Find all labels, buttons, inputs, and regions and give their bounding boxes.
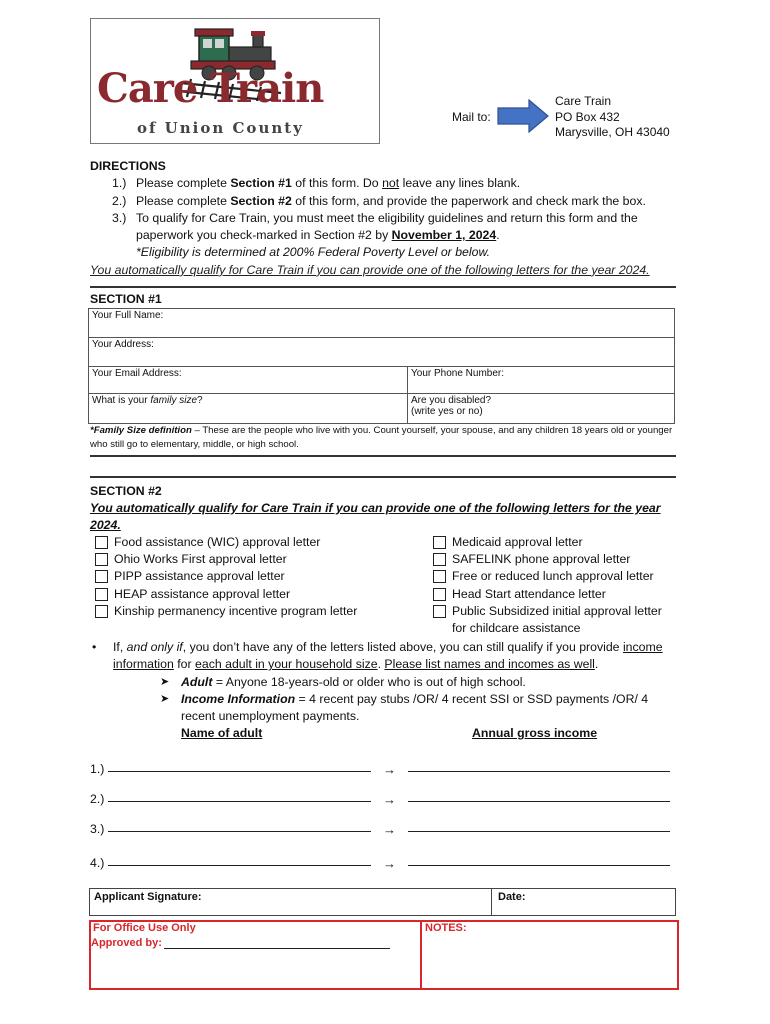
arrow-right-icon <box>497 99 549 133</box>
text: . <box>377 657 385 672</box>
checkbox[interactable] <box>433 536 446 549</box>
checkbox[interactable] <box>95 570 108 583</box>
arrow-right-icon: → <box>383 762 396 777</box>
text: , you don’t have any of the letters listed above, you can still qualify if you provide <box>182 640 623 654</box>
phone-field[interactable] <box>408 367 675 394</box>
sub-bullet-adult <box>90 674 680 691</box>
divider <box>491 888 492 916</box>
checkbox-label: Free or reduced lunch approval letter <box>452 569 654 584</box>
notes-label: NOTES: <box>425 922 467 934</box>
income-instructions <box>90 639 680 725</box>
checkbox-label: PIPP assistance approval letter <box>114 569 285 584</box>
directions <box>90 158 690 279</box>
income-line[interactable] <box>408 771 670 772</box>
term: Income Information <box>181 691 296 706</box>
applicant-signature-label: Applicant Signature: <box>94 891 202 903</box>
field-label: Your Email Address: <box>92 368 182 379</box>
text: Please complete <box>136 176 231 191</box>
checklist-item <box>95 586 357 603</box>
checkbox-label: Head Start attendance letter <box>452 586 606 601</box>
checkbox-label: Kinship permanency incentive program letter <box>114 603 358 618</box>
checkbox[interactable] <box>95 553 108 566</box>
adult-name-line[interactable] <box>108 865 371 866</box>
section-1-title: SECTION #1 <box>90 292 162 306</box>
checklist-item <box>433 603 678 637</box>
arrowhead-icon: ➤ <box>160 675 170 688</box>
field-label-emphasis: family size <box>150 395 198 406</box>
divider <box>90 286 676 288</box>
checklist-item <box>433 568 678 585</box>
address-line: Marysville, OH 43040 <box>555 125 670 139</box>
checkbox[interactable] <box>95 588 108 601</box>
section-ref: Section #1 <box>230 176 292 191</box>
arrow-right-icon: → <box>383 856 396 871</box>
section-1-form <box>88 308 675 424</box>
family-size-definition <box>90 424 675 452</box>
emphasis: Please list names and incomes as well <box>384 657 595 672</box>
divider <box>90 455 676 457</box>
checklist-item <box>433 534 678 551</box>
field-label: Your Address: <box>92 339 154 350</box>
address-line: PO Box 432 <box>555 109 620 124</box>
checkbox[interactable] <box>95 536 108 549</box>
checkbox-label: Public Subsidized initial approval letter for childcare assistance <box>452 603 662 636</box>
approved-by-line[interactable] <box>164 948 390 949</box>
checklist-item <box>433 551 678 568</box>
emphasis: each adult in your household size <box>195 657 378 672</box>
column-header-income: Annual gross income <box>472 726 598 740</box>
arrow-right-icon: → <box>383 792 396 807</box>
term: Adult <box>181 674 213 689</box>
checkbox-label: Medicaid approval letter <box>452 535 583 549</box>
auto-qualify-heading: You automatically qualify for Care Train if you can provide one of the following letters for the year 2024. <box>90 501 661 532</box>
text: of this form. Do <box>291 176 383 191</box>
definition-label: *Family Size definition <box>90 425 192 436</box>
eligibility-note: *Eligibility is determined at 200% Federal Poverty Level or below. <box>136 245 491 260</box>
definition-text: – These are the people who live with you. Count yourself, your spouse, and any children 18 years old or younger who still go to elementary, middle, or high school. <box>90 425 673 450</box>
column-header-name: Name of adult <box>181 726 263 740</box>
income-line[interactable] <box>408 831 670 832</box>
adult-name-line[interactable] <box>108 831 371 832</box>
text: If, <box>113 640 127 654</box>
item-number: 1.) <box>112 176 127 191</box>
date-label: Date: <box>498 891 526 903</box>
adult-name-line[interactable] <box>108 801 371 802</box>
checkbox[interactable] <box>433 570 446 583</box>
bullet-item <box>90 639 680 674</box>
field-label: What is your <box>92 395 151 406</box>
address-field[interactable] <box>89 338 675 367</box>
row-number: 4.) <box>90 856 105 870</box>
text: for <box>173 657 196 672</box>
email-field[interactable] <box>89 367 408 394</box>
section-2-title: SECTION #2 <box>90 484 162 498</box>
care-train-logo <box>90 18 380 144</box>
text: To qualify for Care Train, you must meet the eligibility guidelines and return this form and the paperwork you check-marked in Section #2 by <box>136 210 638 243</box>
text: . <box>496 228 500 243</box>
item-number: 2.) <box>112 193 127 208</box>
field-label: Are you disabled? <box>411 395 492 406</box>
deadline-date: November 1, 2024 <box>391 228 497 243</box>
divider <box>90 476 676 478</box>
arrow-right-icon: → <box>383 822 396 837</box>
emphasis: and only if <box>126 640 183 654</box>
checkbox[interactable] <box>433 588 446 601</box>
directions-heading: DIRECTIONS <box>90 159 166 173</box>
checkbox-label: Ohio Works First approval letter <box>114 552 287 567</box>
definition: = Anyone 18-years-old or older who is out of high school. <box>212 674 526 689</box>
direction-item <box>90 210 690 245</box>
income-line[interactable] <box>408 801 670 802</box>
field-label: Your Full Name: <box>92 310 164 321</box>
text: leave any lines blank. <box>399 176 521 191</box>
checklist-item <box>433 586 678 603</box>
checklist-item <box>95 534 357 551</box>
checkbox-label: SAFELINK phone approval letter <box>452 552 631 567</box>
item-number: 3.) <box>112 210 127 225</box>
checkbox[interactable] <box>95 605 108 618</box>
text: . <box>594 657 599 672</box>
text: of this form, and provide the paperwork and check mark the box. <box>291 193 646 208</box>
arrowhead-icon: ➤ <box>160 692 170 705</box>
row-number: 2.) <box>90 792 105 806</box>
office-use-title: For Office Use Only <box>93 922 196 934</box>
disabled-field[interactable] <box>408 394 675 424</box>
full-name-field[interactable] <box>89 309 675 338</box>
emphasis: income information <box>113 640 663 672</box>
address-line: Care Train <box>555 94 612 108</box>
mailing-address <box>555 94 670 141</box>
field-hint: (write yes or no) <box>411 406 483 417</box>
checklist-item <box>95 551 357 568</box>
row-number: 3.) <box>90 822 105 836</box>
direction-item <box>90 193 690 210</box>
text: Please complete <box>136 193 231 208</box>
field-label: Your Phone Number: <box>411 368 505 379</box>
checkbox-label: Food assistance (WIC) approval letter <box>114 535 321 549</box>
row-number: 1.) <box>90 762 105 776</box>
logo-subtitle: of Union County <box>137 119 304 137</box>
approved-by-label: Approved by: <box>91 937 162 949</box>
checkbox[interactable] <box>433 553 446 566</box>
mail-to-label: Mail to: <box>452 110 491 124</box>
adult-name-line[interactable] <box>108 771 371 772</box>
sub-bullet-income <box>90 691 680 726</box>
checkbox[interactable] <box>433 605 446 618</box>
checkbox-label: HEAP assistance approval letter <box>114 586 291 601</box>
checklist-item <box>95 603 357 620</box>
logo-title: Care Train <box>97 65 324 112</box>
checklist-item <box>95 568 357 585</box>
bullet-icon: • <box>92 640 97 654</box>
divider <box>420 920 422 990</box>
letter-checklist-left <box>95 534 357 620</box>
definition: = 4 recent pay stubs /OR/ 4 recent SSI or SSD payments /OR/ 4 recent unemployment payments. <box>181 691 649 724</box>
direction-item <box>90 175 690 192</box>
section-ref: Section #2 <box>230 193 292 208</box>
emphasis: not <box>382 176 400 191</box>
letter-checklist-right <box>433 534 678 637</box>
field-label: ? <box>197 395 203 406</box>
family-size-field[interactable] <box>89 394 408 424</box>
auto-qualify-note: You automatically qualify for Care Train if you can provide one of the following letters for the year 2024. <box>90 262 650 277</box>
income-line[interactable] <box>408 865 670 866</box>
